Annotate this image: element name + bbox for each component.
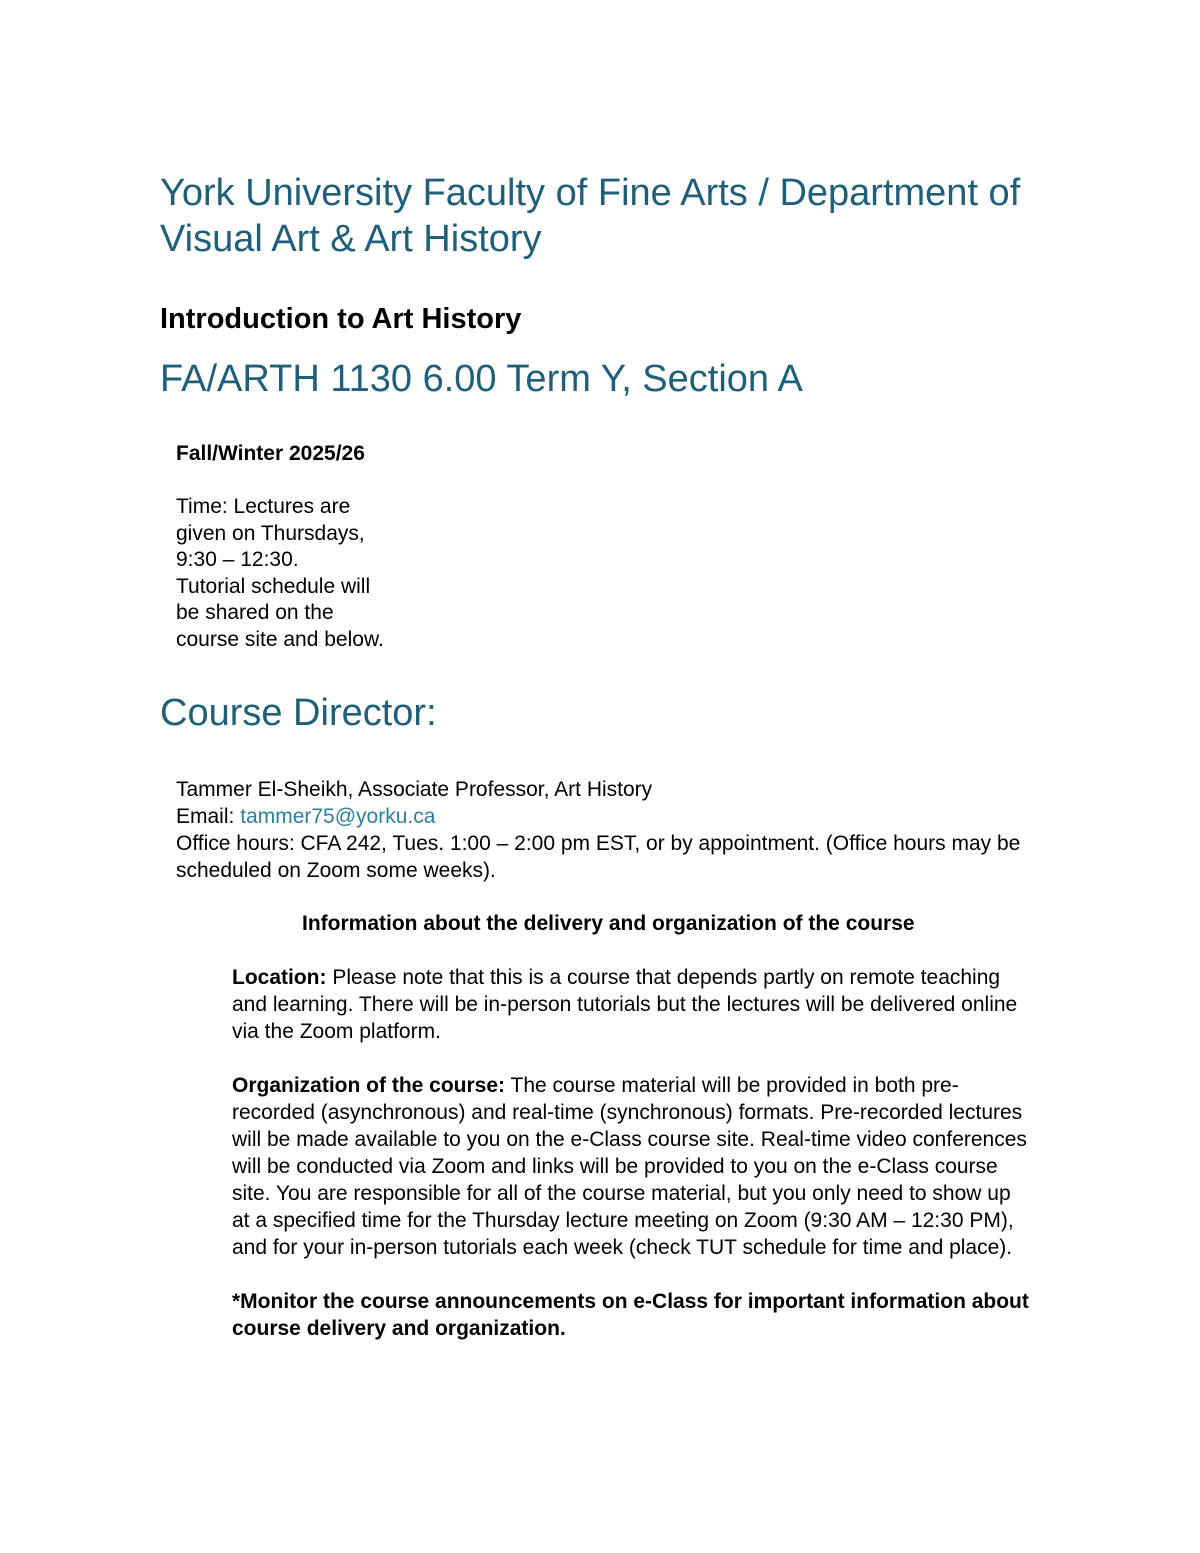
email-label: Email: xyxy=(176,804,241,828)
location-section xyxy=(232,964,1032,1045)
director-block xyxy=(176,776,1040,884)
director-name: Tammer El-Sheikh, Associate Professor, Art History xyxy=(176,777,653,801)
location-text: Please note that this is a course that depends partly on remote teaching and learning. There will be in-person tutorials but the lectures will be delivered online via the Zoom platform. xyxy=(232,965,1018,1043)
document-page xyxy=(160,170,1040,1342)
course-director-heading: Course Director: xyxy=(160,691,437,734)
email-link[interactable]: tammer75@yorku.ca xyxy=(240,804,436,828)
announcement-notice: *Monitor the course announcements on e-Class for important information about course delivery and organization. xyxy=(232,1289,1029,1340)
course-title: Introduction to Art History xyxy=(160,303,522,335)
organization-section xyxy=(232,1072,1032,1261)
organization-text: The course material will be provided in both pre-recorded (asynchronous) and real-time (synchronous) formats. Pre-recorded lectures will be made available to you on the e-Class course site. Real-time video conferences will be conducted via Zoom and links will be provided to you on the e-Class course site. You are responsible for all of the course material, but you only need to show up at a specified time for the Thursday lecture meeting on Zoom (9:30 AM – 12:30 PM), and for your in-person tutorials each week (check TUT schedule for time and place). xyxy=(232,1073,1027,1259)
location-label: Location: xyxy=(232,965,327,989)
lecture-time: Time: Lectures are given on Thursdays, 9:30 – 12:30. xyxy=(176,495,365,572)
course-code: FA/ARTH 1130 6.00 Term Y, Section A xyxy=(160,358,803,400)
schedule-block xyxy=(176,494,386,654)
director-email-line xyxy=(176,803,1040,830)
office-hours: Office hours: CFA 242, Tues. 1:00 – 2:00 pm EST, or by appointment. (Office hours may be scheduled on Zoom some weeks). xyxy=(176,831,1021,882)
info-heading: Information about the delivery and organization of the course xyxy=(302,911,915,935)
institution-heading: York University Faculty of Fine Arts / Department of Visual Art & Art History xyxy=(160,172,1021,260)
organization-label: Organization of the course: xyxy=(232,1073,506,1097)
term-label: Fall/Winter 2025/26 xyxy=(176,442,365,465)
tutorial-note: Tutorial schedule will be shared on the course site and below. xyxy=(176,574,384,651)
